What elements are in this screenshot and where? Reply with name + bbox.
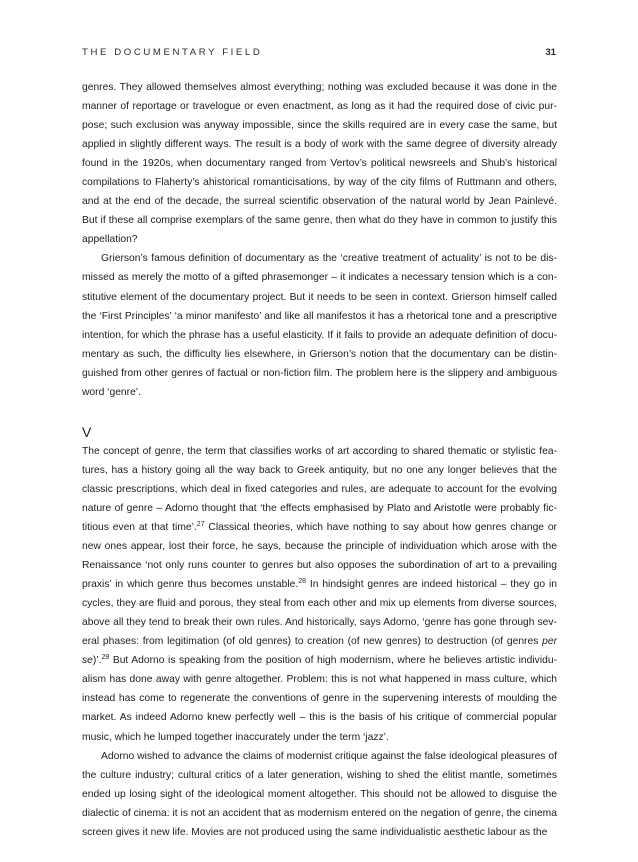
footnote-ref: 29 bbox=[101, 654, 110, 662]
text-run: But Adorno is speaking from the position of high modernism, where he believes artistic individualism has done away with genre altogether. Problem: this is not what happened in mass culture, which instead has come to regenerate the conventions of genre in the supervening interests of moulding the market. As indeed Adorno knew perfectly well – this is the basis of his critique of commercial popular music, which he lumped together inaccurately under the term ‘jazz’. bbox=[82, 655, 557, 743]
running-head-title: THE DOCUMENTARY FIELD bbox=[82, 47, 263, 58]
text-run: In hindsight genres are indeed historical – they go in cycles, they are fluid and porous, they steal from each other and mix up elements from diverse sources, above all they tend to break their own rules. And historically, says Adorno, ‘genre has gone through several phases: from legitimation (of old genres) to creation (of new genres) to destruction (of genres bbox=[82, 579, 557, 648]
text-run: Classical theories, which have nothing to say about how genres change or new ones appear, lost their force, he says, because the principle of individuation which arose with the Renaissance ‘not only runs counter to genres but also opposes the subordination of art to a prevailing praxis’ in which genre thus becomes unstable. bbox=[82, 521, 557, 591]
footnote-ref: 27 bbox=[196, 520, 205, 528]
paragraph-adorno-critique: Adorno wished to advance the claims of modernist critique against the false ideological pleasures of the culture industry; cultural critics of a later generation, wishing to shed the elitist mantle, sometimes ended up losing sight of the ideological moment altogether. This should not be allowed to disguise the dialectic of cinema: it is not an accident that as modernism entered on the negation of genre, the cinema screen gives it new life. Movies are not produced using the same individualistic aesthetic labour as the bbox=[82, 750, 557, 838]
text-run: )’. bbox=[92, 655, 102, 667]
paragraph-concept-of-genre bbox=[82, 442, 557, 747]
page-number: 31 bbox=[545, 47, 556, 58]
italic-text: per se bbox=[82, 636, 557, 667]
text-run: The concept of genre, the term that classifies works of art according to shared thematic or stylistic features, has a history going all the way back to Greek antiquity, but no one any longer believes that the classic prescriptions, which deal in fixed categories and rules, are adequate to account for the evolving nature of genre – Adorno thought that ‘the effects emphasised by Plato and Aristotle were probably fictitious even at that time’. bbox=[82, 445, 557, 533]
body-text bbox=[82, 78, 557, 842]
running-header bbox=[82, 47, 556, 58]
footnote-ref: 28 bbox=[298, 578, 307, 586]
paragraph-genres: genres. They allowed themselves almost everything; nothing was excluded because it was done in the manner of reportage or travelogue or even enactment, as long as it had the required dose of civic purpose; such exclusion was anyway impossible, since the skills required are in every case the same, but applied in slightly different ways. The result is a body of work with the same degree of diversity already found in the 1920s, when documentary ranged from Vertov’s political newsreels and Shub’s historical compilations to Flaherty’s ahistorical romanticisations, by way of the city films of Ruttmann and others, and at the end of the decade, the surreal scientific observation of the natural world by Jean Painlevé. But if these all comprise exemplars of the same genre, then what do they have in common to justify this appellation? bbox=[82, 82, 557, 246]
paragraph-grierson: Grierson’s famous definition of documentary as the ‘creative treatment of actuality’ is not to be dismissed as merely the motto of a gifted phrasemonger – it indicates a necessary tension which is a constitutive element of the documentary project. But it needs to be seen in context. Grierson himself called the ‘First Principles’ ‘a minor manifesto’ and like all manifestos it has a rhetorical tone and a prescriptive intention, for which the phrase has a useful elasticity. If it fails to provide an adequate definition of documentary as such, the difficulty lies elsewhere, in Grierson’s notion that the documentary can be distinguished from other genres of factual or non-fiction film. The problem here is the slippery and ambiguous word ‘genre’. bbox=[82, 253, 557, 398]
section-heading: V bbox=[82, 423, 92, 440]
